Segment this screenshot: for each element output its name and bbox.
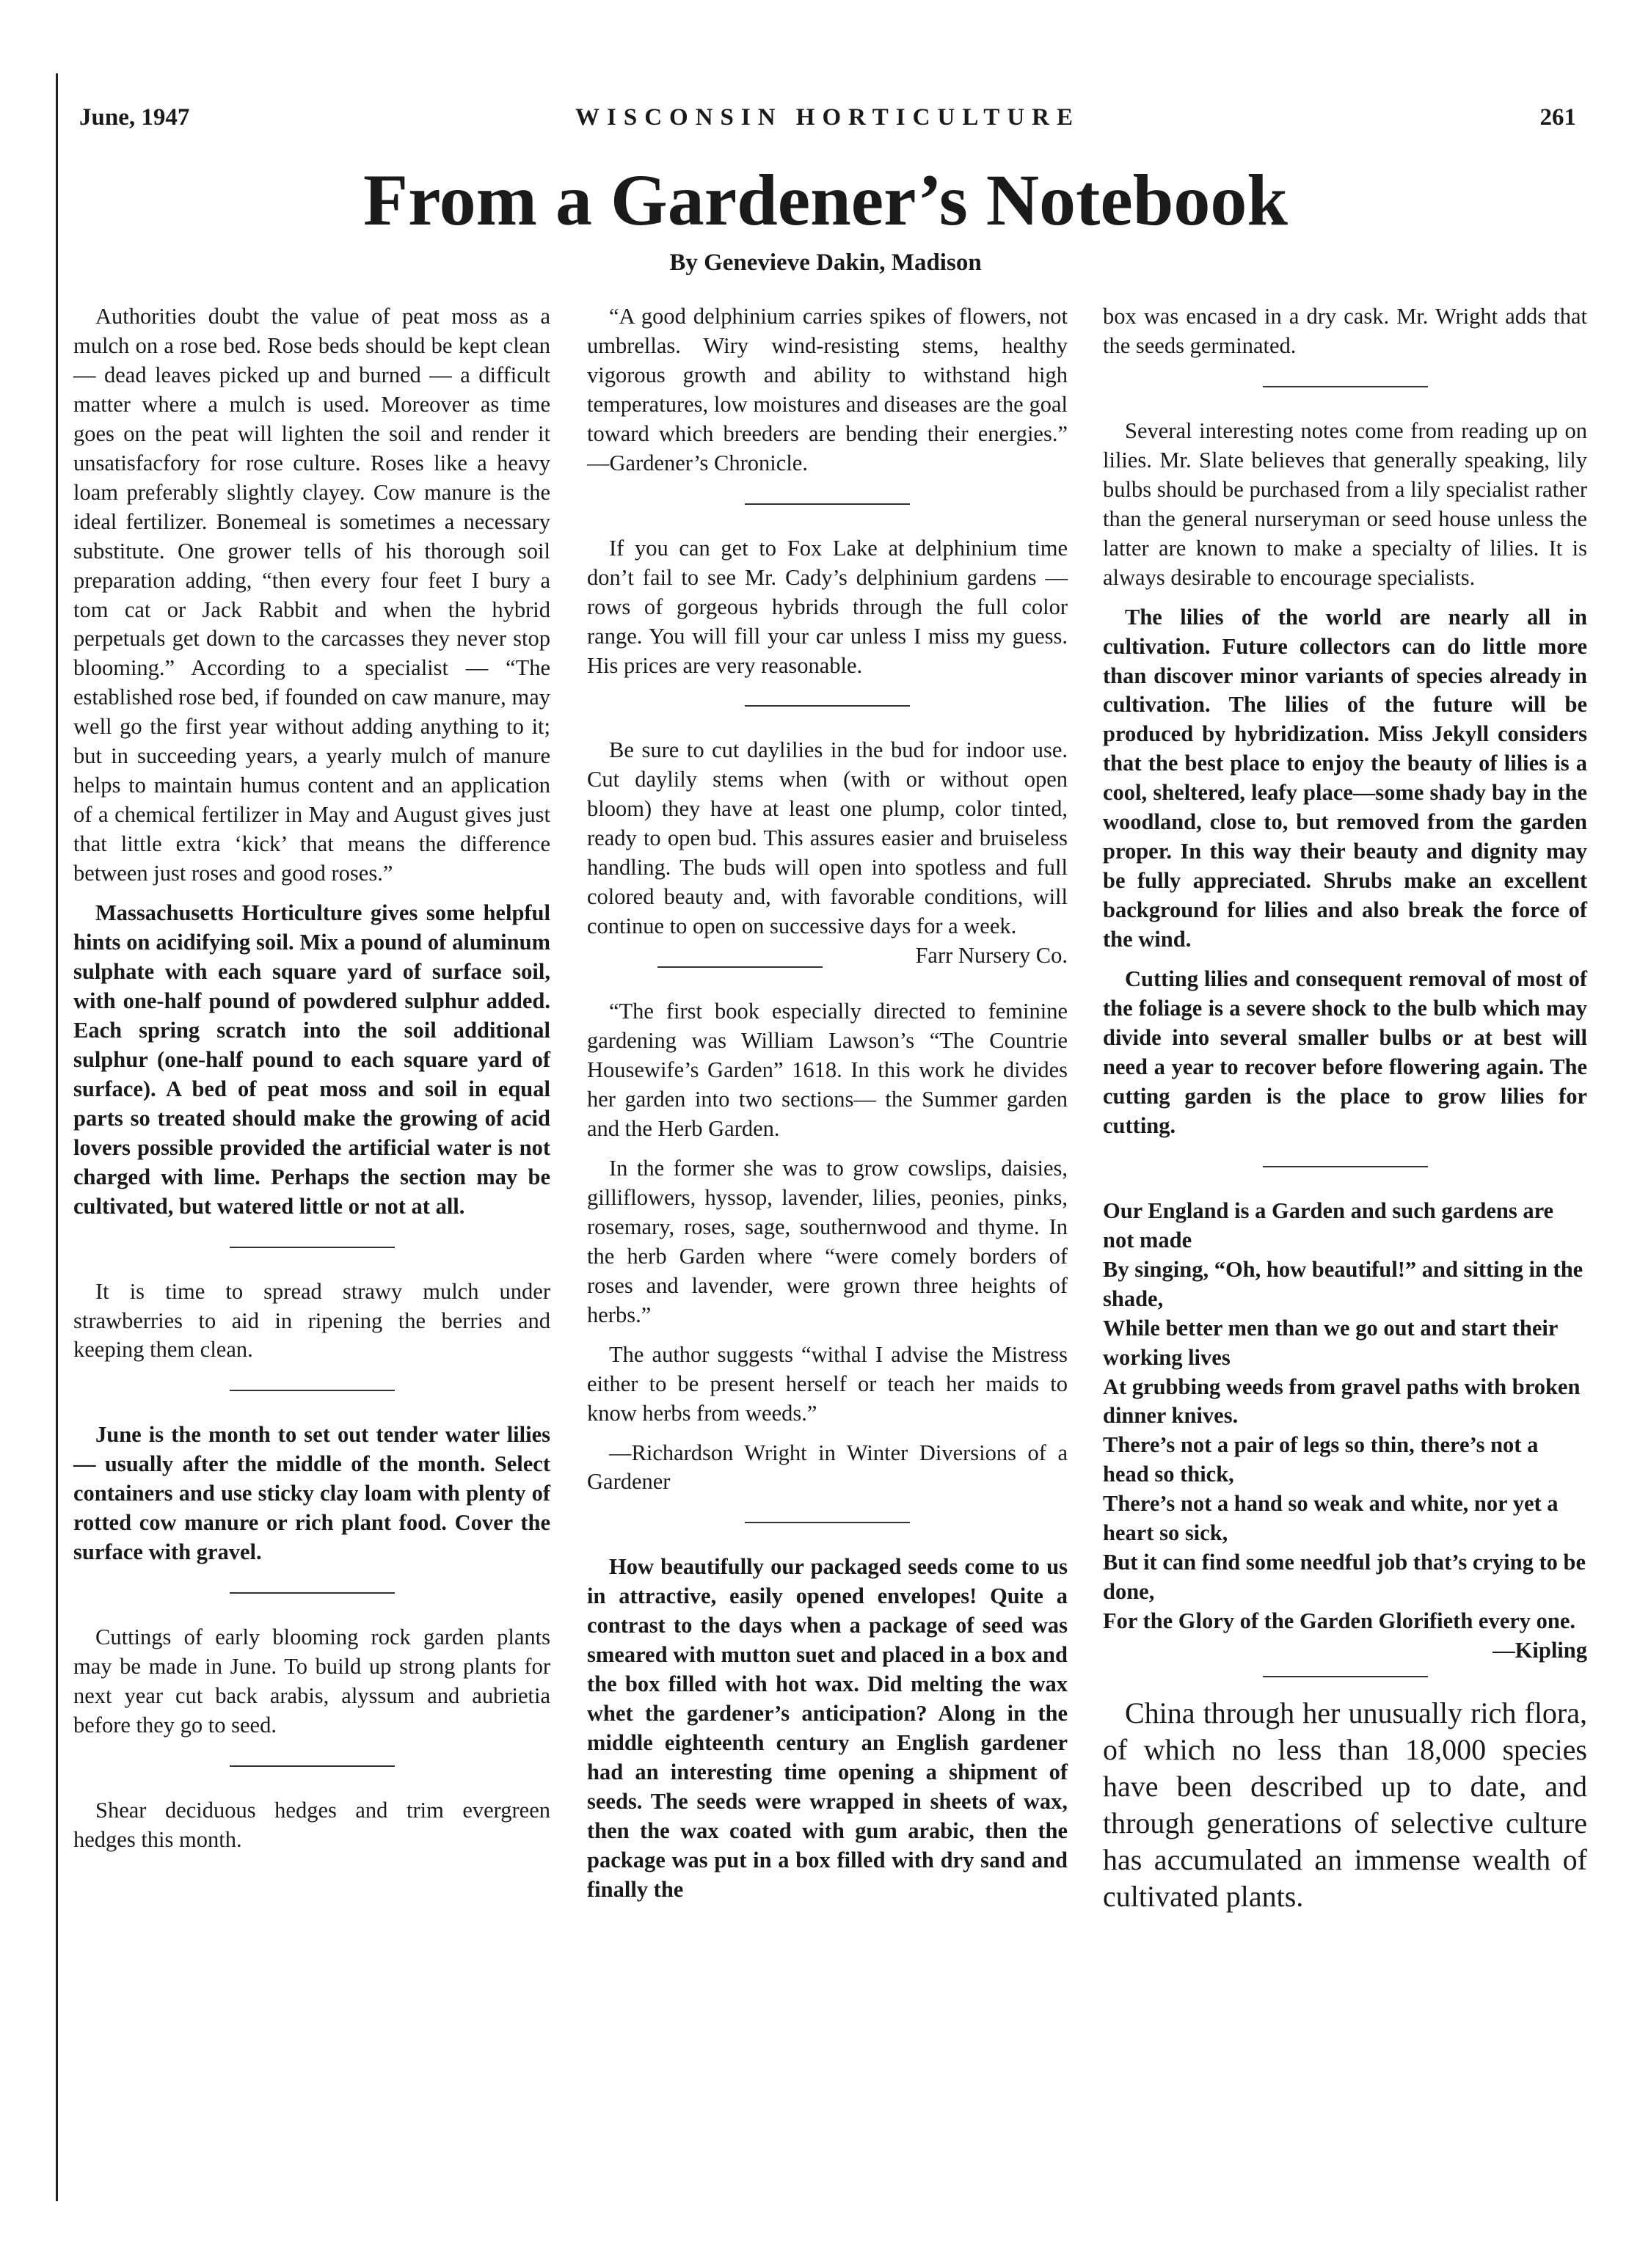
paragraph-herb-garden: In the former she was to grow cowslips, daisies, gilliflowers, hyssop, lavender, lilies, peonies, pinks, rosemary, roses, sage, southernwood and thyme. In the herb Garden where “were comely borders of roses and lavender, were grown three heights of herbs.” — [587, 1155, 1068, 1327]
poem-line: There’s not a hand so weak and white, nor yet a heart so sick, — [1103, 1491, 1559, 1546]
daylilies-credit: Farr Nursery Co. — [915, 943, 1068, 969]
poem-line: For the Glory of the Garden Glorifieth every one. — [1103, 1608, 1576, 1634]
article-title: From a Gardener’s Notebook — [363, 159, 1288, 241]
section-divider — [230, 1592, 395, 1594]
paragraph-author-suggests: The author suggests “withal I advise the Mistress either to be present herself or teach her maids to know herbs from weeds.” — [587, 1341, 1068, 1426]
paragraph-delphinium-quote: “A good delphinium carries spikes of flowers, not umbrellas. Wiry wind-resisting stems, healthy vigorous growth and ability to withstand high temperatures, low moistures and diseases are the goal toward which breeders are bending their energies.” —Gardener’s Chronicle. — [587, 304, 1068, 475]
section-divider — [1263, 1676, 1428, 1677]
section-divider — [745, 705, 910, 707]
byline: By Genevieve Dakin, Madison — [669, 249, 982, 276]
paragraph-fox-lake: If you can get to Fox Lake at delphinium time don’t fail to see Mr. Cady’s delphinium gardens — rows of gorgeous hybrids through the full color range. You will fill your car unless I miss my guess. His prices are very reasonable. — [587, 535, 1068, 678]
poem-line: Our England is a Garden and such gardens are not made — [1103, 1197, 1554, 1252]
paragraph-acidifying-soil: Massachusetts Horticulture gives some helpful hints on acidifying soil. Mix a pound of aluminum sulphate with each square yard of surface soil, with one-half pound of powdered sulphur added. Each spring scratch into the soil additional sulphur (one-half pound to each square yard of surface). A bed of peat moss and soil in equal parts so treated should make the growing of acid lovers possible provided the artificial water is not charged with lime. Perhaps the section may be cultivated, but watered little or not at all. — [73, 900, 550, 1219]
poem-line: By singing, “Oh, how beautiful!” and sitting in the shade, — [1103, 1256, 1583, 1311]
poem-line: But it can find some needful job that’s crying to be done, — [1103, 1550, 1586, 1605]
section-divider — [745, 503, 910, 505]
section-divider — [230, 1247, 395, 1248]
section-divider — [230, 1390, 395, 1391]
column-2 — [587, 302, 1068, 1915]
section-divider — [1263, 1166, 1428, 1167]
paragraph-rock-garden: Cuttings of early blooming rock garden plants may be made in June. To build up strong plants for next year cut back arabis, alyssum and aubrietia before they go to seed. — [73, 1625, 550, 1738]
section-divider — [1263, 386, 1428, 387]
journal-name: WISCONSIN HORTICULTURE — [575, 104, 1080, 131]
running-header — [79, 104, 1576, 141]
paragraph-china-flora: China through her unusually rich flora, of which no less than 18,000 species have been described up to date, and through generations of selective culture has accumulated an immense wealth of cultivated plants. — [1103, 1696, 1587, 1914]
section-divider — [230, 1765, 395, 1767]
issue-date: June, 1947 — [79, 104, 190, 131]
margin-rule — [56, 73, 58, 2201]
daylilies-text: Be sure to cut daylilies in the bud for indoor use. Cut daylily stems when (with or without open bloom) they have at least one plump, color tinted, ready to open bud. This assures easier and bruiseless handling. The buds will open into spotless and full colored beauty and, with favorable conditions, will continue to open on successive days for a week. — [587, 737, 1068, 939]
poem-line: At grubbing weeds from gravel paths with broken dinner knives. — [1103, 1374, 1581, 1429]
paragraph-water-lilies: June is the month to set out tender water lilies — usually after the middle of the month. Select containers and use sticky clay loam with plenty of rotted cow manure or rich plant food. Cover the surface with gravel. — [73, 1422, 550, 1565]
kipling-poem — [1103, 1197, 1587, 1636]
poem-attribution: —Kipling — [1493, 1638, 1587, 1663]
paragraph-packaged-seeds: How beautifully our packaged seeds come to us in attractive, easily opened envelopes! Quite a contrast to the days when a package of seed was smeared with mutton suet and placed in a box and the box filled with hot wax. Did melting the wax whet the gardener’s anticipation? Along in the middle eighteenth century an English gardener had an interesting time opening a shipment of seeds. The seeds were wrapped in sheets of wax, then the wax coated with gum arabic, then the package was put in a box filled with dry sand and finally the — [587, 1554, 1068, 1902]
page-number: 261 — [1539, 104, 1576, 131]
paragraph-lily-specialists: Several interesting notes come from reading up on lilies. Mr. Slate believes that generally speaking, lily bulbs should be purchased from a lily specialist rather than the general nurseryman or seed house unless the latter are known to make a specialty of lilies. It is always desirable to encourage specialists. — [1103, 417, 1587, 590]
paragraph-first-book: “The first book especially directed to feminine gardening was William Lawson’s “The Countrie Housewife’s Garden” 1618. In this work he divides her garden into two sections— the Summer garden and the Herb Garden. — [587, 999, 1068, 1141]
paragraph-daylilies — [587, 736, 1068, 969]
paragraph-cutting-lilies: Cutting lilies and consequent removal of most of the foliage is a severe shock to the bulb which may divide into several smaller bulbs or at best will need a year to recover before flowering again. The cutting garden is the place to grow lilies for cutting. — [1103, 966, 1587, 1138]
poem-line: There’s not a pair of legs so thin, there’s not a head so thick, — [1103, 1432, 1539, 1487]
paragraph-lilies-world: The lilies of the world are nearly all in cultivation. Future collectors can do little more than discover minor variants of species already in cultivation. The lilies of the future will be produced by hybridization. Miss Jekyll considers that the best place to enjoy the beauty of lilies is a cool, sheltered, leafy place—some shady bay in the woodland, close to, but removed from the garden proper. In this way their beauty and dignity may be fully appreciated. Shrubs make an excellent background for lilies and also break the force of the wind. — [1103, 604, 1587, 952]
poem-line: While better men than we go out and start their working lives — [1103, 1315, 1558, 1370]
column-1 — [73, 302, 550, 1865]
paragraph-strawberries: It is time to spread strawy mulch under strawberries to aid in ripening the berries and keeping them clean. — [73, 1278, 550, 1363]
column-3 — [1103, 302, 1587, 1925]
paragraph-wright-credit: —Richardson Wright in Winter Diversions of a Gardener — [587, 1440, 1068, 1495]
paragraph-peat-moss: Authorities doubt the value of peat moss as a mulch on a rose bed. Rose beds should be kept clean — dead leaves picked up and burned — a difficult matter where a mulch is used. Moreover as time goes on the peat will lighten the soil and render it unsatisfacfory for rose culture. Roses like a heavy loam preferably slightly clayey. Cow manure is the ideal fertilizer. Bonemeal is sometimes a necessary substitute. One grower tells of his thorough soil preparation adding, “then every four feet I bury a tom cat or Jack Rabbit and when the hybrid perpetuals get down to the carcasses they never stop blooming.” According to a specialist — “The established rose bed, if founded on caw manure, may well go the first year without adding anything to it; but in succeeding years, a yearly mulch of manure helps to maintain humus content and an application of a chemical fertilizer in May and August gives just that little extra ‘kick’ that means the difference between just roses and good roses.” — [73, 304, 550, 886]
paragraph-seeds-continued: box was encased in a dry cask. Mr. Wright adds that the seeds germinated. — [1103, 304, 1587, 358]
paragraph-hedges: Shear deciduous hedges and trim evergreen hedges this month. — [73, 1797, 550, 1852]
section-divider — [745, 1522, 910, 1523]
section-divider — [657, 966, 823, 968]
